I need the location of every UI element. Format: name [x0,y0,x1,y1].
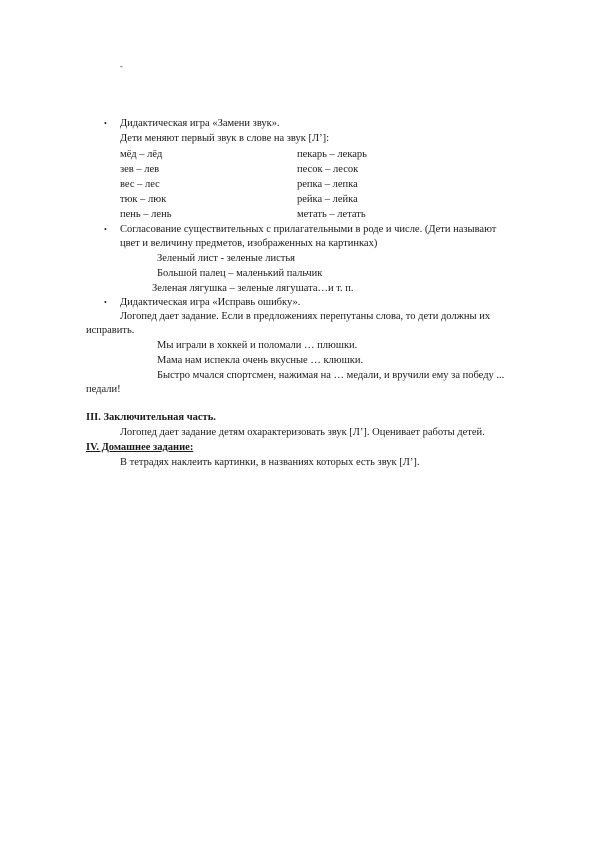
game2-sentence: Быстро мчался спортсмен, нажимая на … медали, и вручили ему за победу ... [157,370,505,381]
agreement-example: Большой палец – маленький пальчик [157,268,323,279]
word-pair-right: метать – летать [297,209,366,220]
game2-tail: педали! [86,384,121,395]
word-pair-right: песок – лесок [297,164,359,175]
word-pair-left: пень – лень [120,209,172,220]
bullet-icon: • [104,225,107,234]
agreement-line2: цвет и величину предметов, изображенных на картинках) [120,238,378,249]
section3-heading: III. Заключительная часть. [86,412,216,423]
game2-sentence: Мама нам испекла очень вкусные … клюшки. [157,355,364,366]
game2-title: Дидактическая игра «Исправь ошибку». [120,297,301,308]
word-pair-right: рейка – лейка [297,194,358,205]
game1-instruction: Дети меняют первый звук в слове на звук [Л’]: [120,133,330,144]
agreement-example: Зеленая лягушка – зеленые лягушата…и т. п. [152,283,354,294]
game1-title: Дидактическая игра «Замени звук». [120,118,280,129]
section3-text: Логопед дает задание детям охарактеризовать звук [Л’]. Оценивает работы детей. [120,427,485,438]
word-pair-left: тюк – люк [120,194,167,205]
agreement-line1: Согласование существительных с прилагательными в роде и числе. (Дети называют [120,224,497,235]
game2-line2: исправить. [86,325,135,336]
top-mark: - [120,62,123,71]
game2-sentence: Мы играли в хоккей и поломали … плюшки. [157,340,358,351]
section4-heading: IV. Домашнее задание: [86,442,194,453]
word-pair-left: зев – лев [120,164,160,175]
section4-text: В тетрадях наклеить картинки, в названиях которых есть звук [Л’]. [120,457,420,468]
bullet-icon: • [104,298,107,307]
word-pair-right: репка – лепка [297,179,358,190]
word-pair-left: вес – лес [120,179,160,190]
agreement-example: Зеленый лист - зеленые листья [157,253,295,264]
game2-line1: Логопед дает задание. Если в предложениях перепутаны слова, то дети должны их [120,311,491,322]
bullet-icon: • [104,119,107,128]
word-pair-left: мёд – лёд [120,149,163,160]
word-pair-right: пекарь – лекарь [297,149,367,160]
